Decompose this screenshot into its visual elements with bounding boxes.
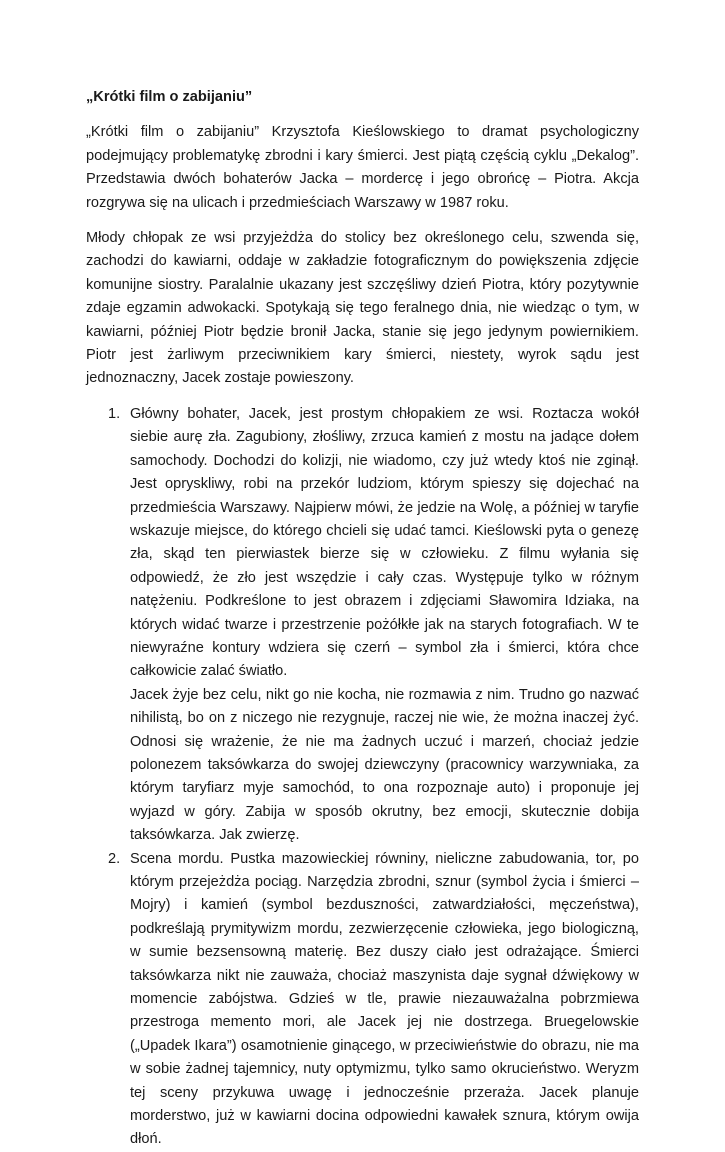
list-item-number: 1.: [108, 405, 121, 422]
plot-paragraph: Młody chłopak ze wsi przyjeżdża do stolicy bez określonego celu, szwenda się, zachodzi do kawiarni, oddaje w zakładzie fotograficznym do powiększenia zdjęcie komunijne siostry. Paralalnie ukazany jest szczęśliwy dzień Piotra, który pozytywnie zdaje egzamin adwokacki. Spotykają się tego feralnego dnia, nie wiedząc o tym, w kawiarni, później Piotr będzie bronił Jacka, stanie się jego jedynym powiernikiem. Piotr jest żarliwym przeciwnikiem kary śmierci, niestety, wyrok sądu jest jednoznaczny, Jacek zostaje powieszony.: [86, 230, 639, 387]
intro-paragraph: „Krótki film o zabijaniu” Krzysztofa Kieślowskiego to dramat psychologiczny podejmujący problematykę zbrodni i kary śmierci. Jest piątą częścią cyklu „Dekalog”. Przedstawia dwóch bohaterów Jacka – mordercę i jego obrońcę – Piotra. Akcja rozgrywa się na ulicach i przedmieściach Warszawy w 1987 roku.: [86, 124, 639, 211]
list-item-text: Główny bohater, Jacek, jest prostym chłopakiem ze wsi. Roztacza wokół siebie aurę zła. Zagubiony, złośliwy, zrzuca kamień z mostu na jadące dołem samochody. Dochodzi do kolizji, nie wiadomo, czy już wtedy ktoś nie zginął. Jest opryskliwy, robi na przekór ludziom, którym spieszy się dojechać na przedmieścia Warszawy. Najpierw mówi, że jedzie na Wolę, a później w taryfie wskazuje miejsce, do którego chcieli się udać tamci. Kieślowski pyta o genezę zła, skąd ten pierwiastek bierze się w człowieku. Z filmu wyłania się odpowiedź, że zło jest wszędzie i cały czas. Występuje tylko w różnym natężeniu. Podkreślone to jest obrazem i zdjęciami Sławomira Idziaka, na których widać twarze i przestrzenie pożółkłe jak na starych fotografiach. W te niewyraźne kontury wdziera się czerń – symbol zła i śmierci, która chce całkowicie zalać światło.: [130, 405, 639, 680]
list-item: [86, 848, 639, 1152]
list-item-text: Jacek żyje bez celu, nikt go nie kocha, nie rozmawia z nim. Trudno go nazwać nihilistą, bo on z niczego nie rezygnuje, raczej nie wie, że można inaczej żyć. Odnosi się wrażenie, że nie ma żadnych uczuć i marzeń, chociaż jedzie polonezem taksówkarza do swojej dziewczyny (pracownicy warzywniaka, za którym taryfiarz myje samochód, to ona rozpoznaje auto) i proponuje jej wyjazd w góry. Zabija w sposób okrutny, bez emocji, skutecznie dobija taksówkarza. Jak zwierzę.: [130, 686, 639, 844]
numbered-list: [86, 403, 639, 1152]
list-item-number: 2.: [108, 850, 121, 867]
document-page: [86, 84, 639, 1152]
list-item: [86, 403, 639, 848]
list-item-text: Scena mordu. Pustka mazowieckiej równiny, nieliczne zabudowania, tor, po którym przejeżdża pociąg. Narzędzia zbrodni, sznur (symbol życia i śmierci – Mojry) i kamień (symbol bezduszności, zatwardziałości, męczeństwa), podkreślają prymitywizm mordu, zezwierzęcenie człowieka, jego biologiczną, w sumie bezsensowną materię. Bez duszy ciało jest odrażające. Śmierci taksówkarza nikt nie zauważa, chociaż maszynista daje sygnał dźwiękowy w momencie zabójstwa. Gdzieś w tle, prawie niezauważalna pobrzmiewa przestroga memento mori, ale Jacek jej nie dostrzega. Bruegelowskie („Upadek Ikara”) osamotnienie ginącego, w przeciwieństwie do obrazu, nie ma w sobie żadnej tajemnicy, nuty optymizmu, tylko samo okrucieństwo. Weryzm tej sceny przykuwa uwagę i jednocześnie przeraża. Jacek planuje morderstwo, już w kawiarni docina odpowiedni kawałek sznura, którym owija dłoń.: [130, 850, 639, 1148]
document-title: „Krótki film o zabijaniu”: [86, 89, 253, 105]
